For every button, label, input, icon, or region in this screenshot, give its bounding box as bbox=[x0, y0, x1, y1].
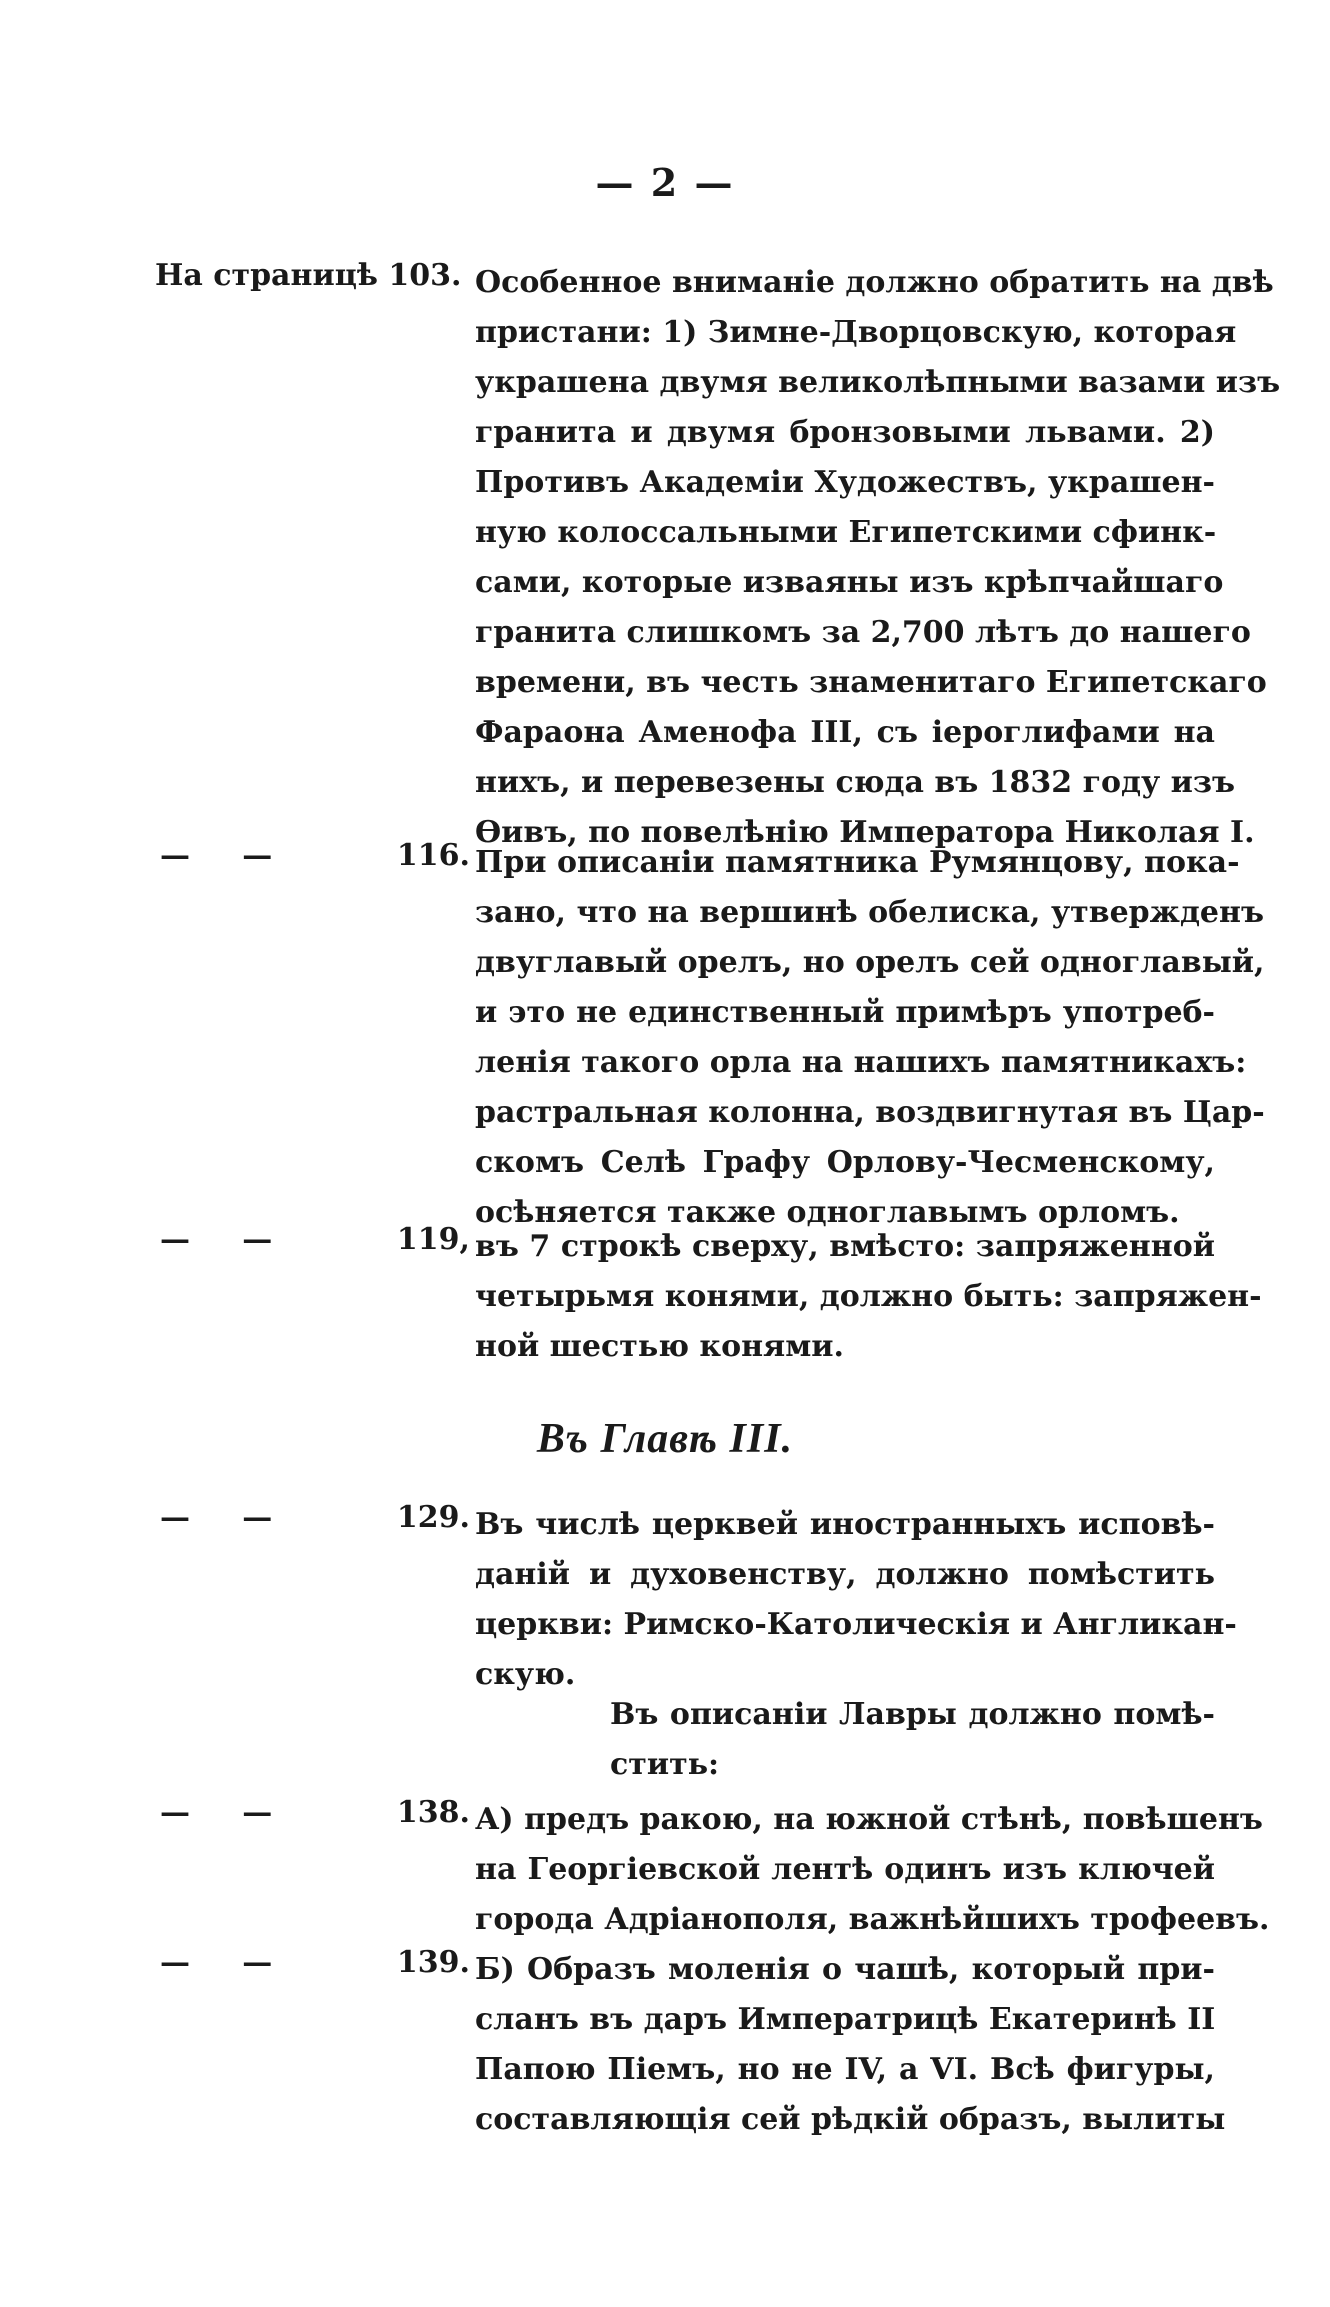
text-line: и это не единственный примѣръ употреб- bbox=[475, 995, 1215, 1030]
text-line: Въ числѣ церквей иностранныхъ исповѣ- bbox=[475, 1507, 1215, 1542]
text-line: Фараона Аменофа III, съ іероглифами на bbox=[475, 715, 1215, 750]
page-reference: 129. bbox=[396, 1500, 470, 1535]
ditto-dashes: — — bbox=[160, 838, 273, 873]
text-line: скомъ Селѣ Графу Орлову-Чесменскому, bbox=[475, 1145, 1215, 1180]
ditto-dashes: — — bbox=[160, 1945, 273, 1980]
text-line: пристани: 1) Зимне-Дворцовскую, которая bbox=[475, 315, 1237, 350]
text-line: украшена двумя великолѣпными вазами изъ bbox=[475, 365, 1281, 400]
page-reference: 139. bbox=[396, 1945, 470, 1980]
text-line: нихъ, и перевезены сюда въ 1832 году изъ bbox=[475, 765, 1236, 800]
page-number: — 2 — bbox=[595, 160, 735, 205]
text-line: города Адріанополя, важнѣйшихъ трофеевъ. bbox=[475, 1902, 1270, 1937]
entry-label: На страницѣ 103. bbox=[155, 258, 462, 293]
text-line: времени, въ честь знаменитаго Египетскаго bbox=[475, 665, 1267, 700]
text-line: ную колоссальными Египетскими сфинк- bbox=[475, 515, 1217, 550]
text-line: растральная колонна, воздвигнутая въ Цар- bbox=[475, 1095, 1265, 1130]
entry-text bbox=[475, 1945, 1226, 2145]
text-line: скую. bbox=[475, 1657, 576, 1692]
text-line: ленія такого орла на нашихъ памятникахъ: bbox=[475, 1045, 1247, 1080]
text-line: церкви: Римско-Католическія и Англикан- bbox=[475, 1607, 1237, 1642]
text-line: Противъ Академіи Художествъ, украшен- bbox=[475, 465, 1215, 500]
text-line: гранита и двумя бронзовыми львами. 2) bbox=[475, 415, 1215, 450]
text-line: въ 7 строкѣ сверху, вмѣсто: запряженной bbox=[475, 1229, 1215, 1264]
text-line: двуглавый орелъ, но орелъ сей одноглавый, bbox=[475, 945, 1265, 980]
text-line: Ѳивъ, по повелѣнію Императора Николая I. bbox=[475, 815, 1255, 850]
entry-text bbox=[475, 1795, 1270, 1945]
page-reference: 119, bbox=[396, 1222, 470, 1257]
ditto-dashes: — — bbox=[160, 1500, 273, 1535]
text-line: Въ описаніи Лавры должно помѣ- bbox=[610, 1697, 1215, 1732]
entry-text bbox=[475, 1500, 1237, 1700]
text-line: А) предъ ракою, на южной стѣнѣ, повѣшенъ bbox=[475, 1802, 1263, 1837]
ditto-dashes: — — bbox=[160, 1222, 273, 1257]
lavra-note bbox=[610, 1690, 1215, 1790]
text-line: Особенное вниманіе должно обратить на двѣ bbox=[475, 265, 1274, 300]
text-line: гранита слишкомъ за 2,700 лѣтъ до нашего bbox=[475, 615, 1251, 650]
entry-text bbox=[475, 838, 1265, 1238]
text-line: четырьмя конями, должно быть: запряжен- bbox=[475, 1279, 1262, 1314]
text-line: на Георгіевской лентѣ одинъ изъ ключей bbox=[475, 1852, 1215, 1887]
text-line: зано, что на вершинѣ обелиска, утвержденъ bbox=[475, 895, 1264, 930]
text-line: сланъ въ даръ Императрицѣ Екатеринѣ II bbox=[475, 2002, 1216, 2037]
text-line: ной шестью конями. bbox=[475, 1329, 844, 1364]
ditto-dashes: — — bbox=[160, 1795, 273, 1830]
text-line: осѣняется также одноглавымъ орломъ. bbox=[475, 1195, 1180, 1230]
text-line: Папою Піемъ, но не IV, а VI. Всѣ фигуры, bbox=[475, 2052, 1215, 2087]
entry-text bbox=[475, 258, 1281, 858]
entry-text bbox=[475, 1222, 1262, 1372]
text-line: стить: bbox=[610, 1747, 720, 1782]
text-line: сами, которые изваяны изъ крѣпчайшаго bbox=[475, 565, 1224, 600]
text-line: При описаніи памятника Румянцову, пока- bbox=[475, 845, 1240, 880]
text-line: составляющія сей рѣдкій образъ, вылиты bbox=[475, 2102, 1226, 2137]
text-line: Б) Образъ моленія о чашѣ, который при- bbox=[475, 1952, 1215, 1987]
page-reference: 116. bbox=[396, 838, 470, 873]
page-reference: 138. bbox=[396, 1795, 470, 1830]
chapter-heading: Въ Главѣ III. bbox=[536, 1416, 794, 1462]
text-line: даній и духовенству, должно помѣстить bbox=[475, 1557, 1215, 1592]
